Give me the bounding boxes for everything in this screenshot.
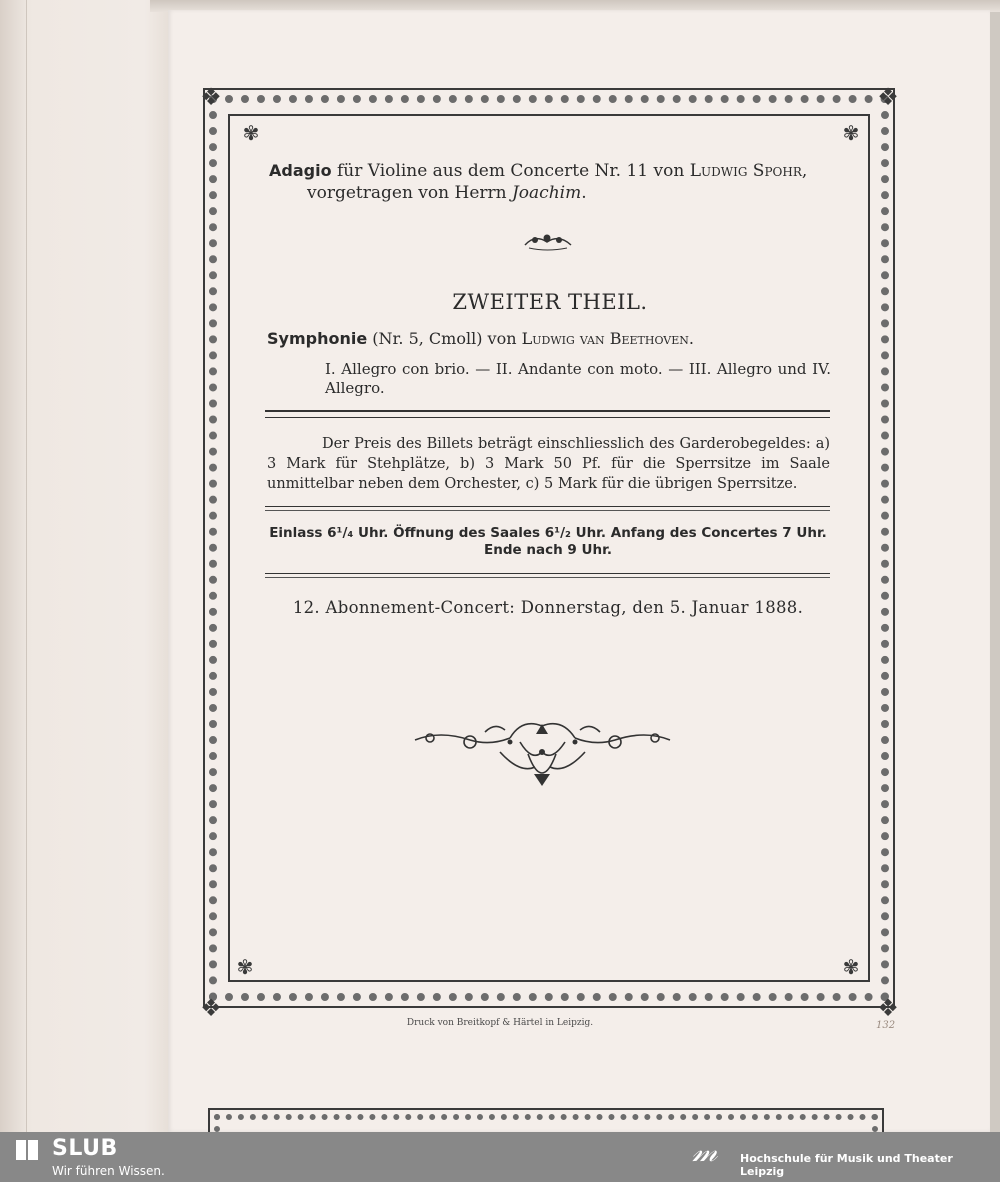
slub-book-icon[interactable] xyxy=(14,1138,44,1162)
symphonie-title: Symphonie xyxy=(267,329,368,348)
left-page-edge xyxy=(0,0,27,1132)
symphonie-entry xyxy=(267,328,835,350)
admission-times-line2: Ende nach 9 Uhr. xyxy=(484,542,612,558)
section-heading: ZWEITER THEIL. xyxy=(452,290,648,314)
adagio-text: für Violine aus dem Concerte Nr. 11 von xyxy=(331,161,690,181)
adagio-title: Adagio xyxy=(269,161,332,180)
printer-imprint: Druck von Breitkopf & Härtel in Leipzig. xyxy=(406,1018,594,1028)
corner-ornament-bottom-left: ❖ xyxy=(200,994,222,1022)
symphonie-movements: I. Allegro con brio. — II. Andante con moto. — III. Allegro und IV. Allegro. xyxy=(325,360,831,397)
symphonie-composer: Ludwig van Beethoven xyxy=(521,329,689,348)
symphonie-punct: . xyxy=(688,329,694,348)
adagio-entry xyxy=(269,160,835,204)
hmt-institution-name[interactable]: Hochschule für Musik und Theater Leipzig xyxy=(740,1152,953,1178)
admission-times-line1: Einlass 6¹/₄ Uhr. Öffnung des Saales 6¹/₂ Uhr. Anfang des Concertes 7 Uhr. xyxy=(269,525,827,541)
inner-ornament-bottom-left: ✾ xyxy=(236,955,254,979)
ticket-price-text: Der Preis des Billets beträgt einschliesslich des Garderobegeldes: a) 3 Mark für Stehplätze, b) 3 Mark 50 Pf. für die Sperrsitze im Saale unmittelbar neben dem Orchester, c) 5 Mark für die übrigen Sperrsitze. xyxy=(267,436,830,492)
small-floral-ornament xyxy=(523,230,573,252)
adagio-performer: Joachim xyxy=(511,183,582,203)
corner-ornament-top-right: ❖ xyxy=(877,83,899,111)
inner-ornament-bottom-right: ✾ xyxy=(842,955,860,979)
symphonie-text: (Nr. 5, Cmoll) von xyxy=(367,329,522,348)
footer-bar xyxy=(0,1132,1000,1182)
divider-top-einlass xyxy=(265,506,830,511)
hmt-logo-icon[interactable]: 𝓂 xyxy=(692,1134,718,1169)
pencil-page-mark: 132 xyxy=(876,1020,896,1031)
corner-ornament-top-left: ❖ xyxy=(200,83,222,111)
divider-bottom-einlass xyxy=(265,573,830,578)
inner-ornament-top-left: ✾ xyxy=(242,121,260,145)
next-concert-notice: 12. Abonnement-Concert: Donnerstag, den 5. Januar 1888. xyxy=(292,598,804,617)
inner-ornament-top-right: ✾ xyxy=(842,121,860,145)
adagio-punct: , xyxy=(801,161,808,181)
admission-times xyxy=(265,525,831,559)
adagio-performer-prefix: vorgetragen von Herrn xyxy=(307,183,512,203)
slub-brand[interactable]: SLUB xyxy=(52,1136,118,1161)
slub-tagline: Wir führen Wissen. xyxy=(52,1164,165,1178)
left-page xyxy=(0,0,170,1132)
divider-double xyxy=(265,410,830,418)
decorative-scroll-ornament xyxy=(410,712,675,802)
adagio-performer-punct: . xyxy=(581,183,587,203)
next-page-border-peek xyxy=(208,1106,888,1132)
corner-ornament-bottom-right: ❖ xyxy=(877,994,899,1022)
adagio-composer: Ludwig Spohr xyxy=(689,161,802,181)
